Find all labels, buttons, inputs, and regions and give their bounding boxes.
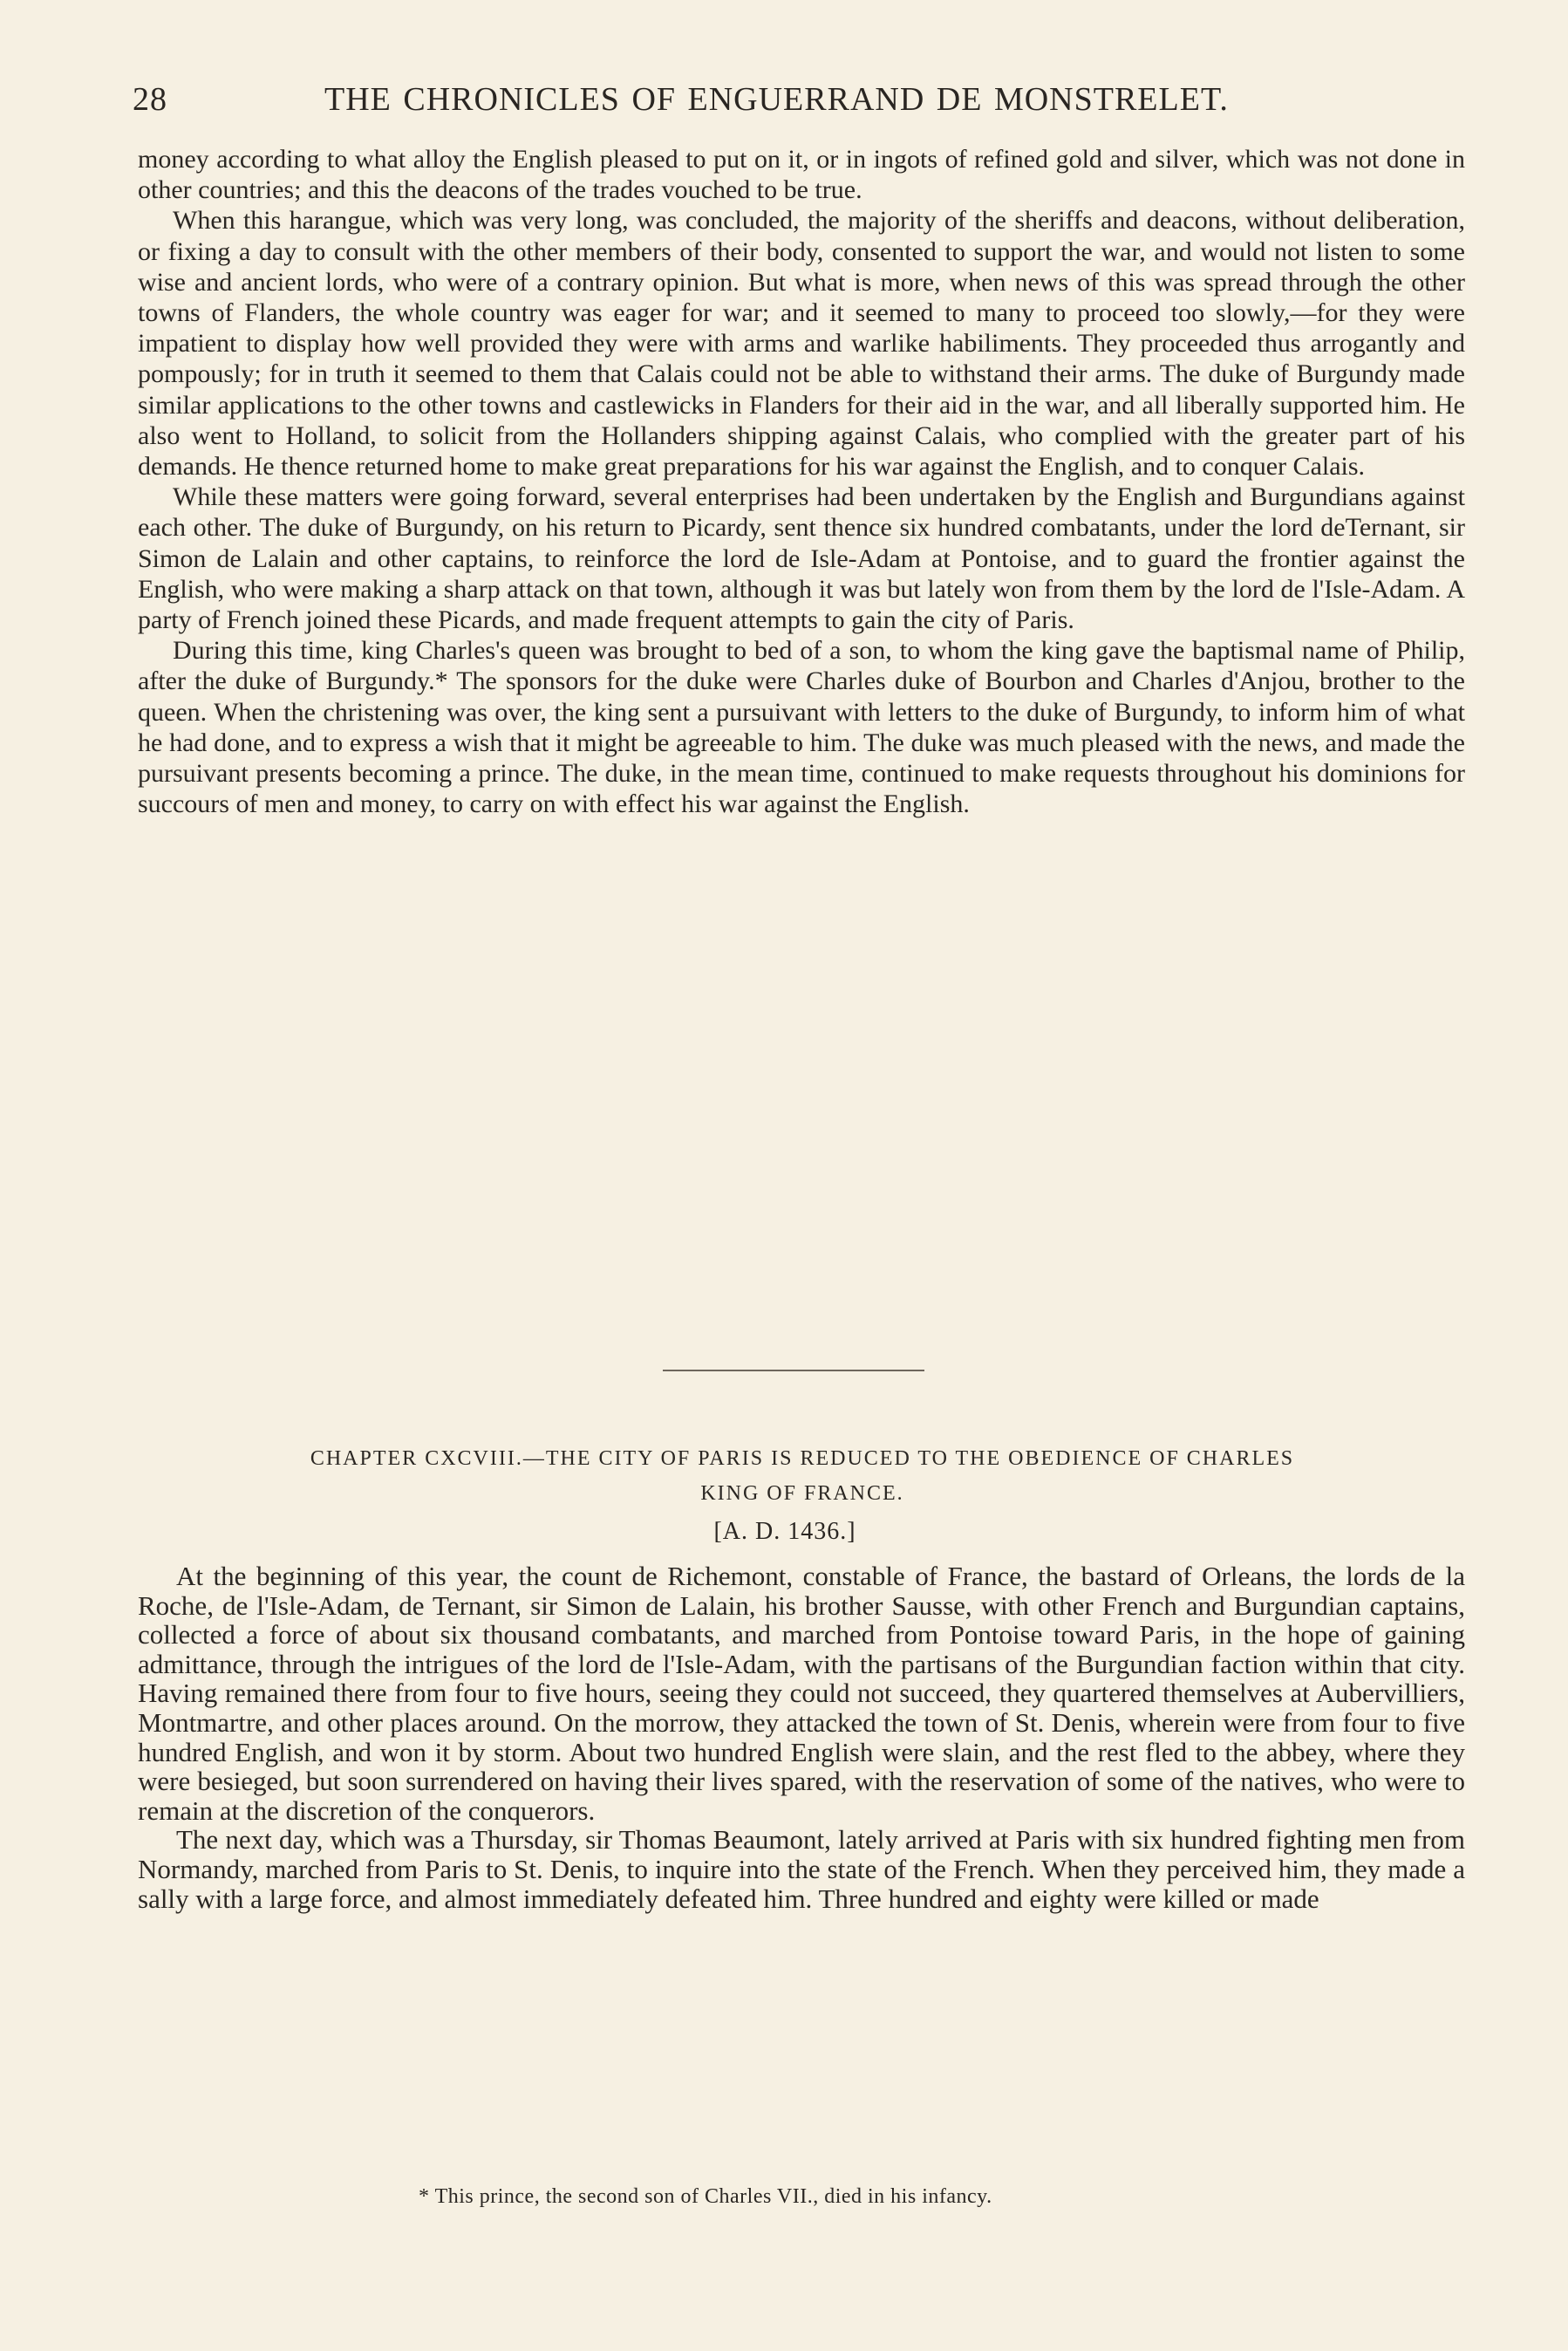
paragraph: At the beginning of this year, the count de Richemont, constable of France, the bastard of Orleans, the lords de la Roche, de l'Isle-Adam, de Ternant, sir Simon de Lalain, his brother Sausse, with other French and Burgundian captains, collected a force of about six thousand combatants, and marched from Pontoise toward Paris, in the hope of gaining admittance, through the intrigues of the lord de l'Isle-Adam, with the partisans of the Burgundian faction within that city. Having remained there from four to five hours, seeing they could not succeed, they quartered themselves at Aubervilliers, Montmartre, and other places around. On the morrow, they attacked the town of St. Denis, wherein were from four to five hundred English, and won it by storm. About two hundred English were slain, and the rest fled to the abbey, where they were besieged, but soon surrendered on having their lives spared, with the reservation of some of the natives, who were to remain at the discretion of the conquerors. <box>138 1561 1465 1826</box>
chapter-body <box>138 1562 1465 1913</box>
chapter-heading <box>174 1441 1430 1511</box>
chapter-heading-line2: KING OF FRANCE. <box>700 1482 904 1505</box>
section-divider <box>663 1370 924 1371</box>
paragraph: While these matters were going forward, several enterprises had been undertaken by the English and Burgundians against each other. The duke of Burgundy, on his return to Picardy, sent thence six hundred combatants, under the lord deTernant, sir Simon de Lalain and other captains, to reinforce the lord de Isle-Adam at Pontoise, and to guard the frontier against the English, who were making a sharp attack on that town, although it was but lately won from them by the lord de l'Isle-Adam. A party of French joined these Picards, and made frequent attempts to gain the city of Paris. <box>138 482 1465 635</box>
footnote: * This prince, the second son of Charles VII., died in his infancy. <box>419 2185 992 2208</box>
running-head <box>133 80 1476 124</box>
paragraph: When this harangue, which was very long, was concluded, the majority of the sheriffs and deacons, without deliberation, or fixing a day to consult with the other members of their body, consented to support the war, and would not listen to some wise and ancient lords, who were of a contrary opinion. But what is more, when news of this was spread through the other towns of Flanders, the whole country was eager for war; and it seemed to many to proceed too slowly,—for they were impatient to display how well provided they were with arms and warlike habiliments. They proceeded thus arrogantly and pompously; for in truth it seemed to them that Calais could not be able to withstand their arms. The duke of Burgundy made similar applications to the other towns and castlewicks in Flanders for their aid in the war, and all liberally supported him. He also went to Holland, to solicit from the Hollanders shipping against Calais, who complied with the greater part of his demands. He thence returned home to make great preparations for his war against the English, and to conquer Calais. <box>138 206 1465 482</box>
running-title: THE CHRONICLES OF ENGUERRAND DE MONSTRELET. <box>324 81 1229 118</box>
paragraph: The next day, which was a Thursday, sir Thomas Beaumont, lately arrived at Paris with six hundred fighting men from Normandy, marched from Paris to St. Denis, to inquire into the state of the French. When they perceived him, they made a sally with a large force, and almost immediately defeated him. Three hundred and eighty were killed or made <box>138 1824 1465 1914</box>
chapter-date: [A. D. 1436.] <box>713 1518 856 1545</box>
paragraph: money according to what alloy the English pleased to put on it, or in ingots of refined gold and silver, which was not done in other countries; and this the deacons of the trades vouched to be true. <box>138 145 1465 205</box>
section-body-continued <box>138 144 1465 819</box>
chapter-heading-line1: CHAPTER CXCVIII.—THE CITY OF PARIS IS REDUCED TO THE OBEDIENCE OF CHARLES <box>310 1447 1295 1470</box>
paragraph: During this time, king Charles's queen was brought to bed of a son, to whom the king gave the baptismal name of Philip, after the duke of Burgundy.* The sponsors for the duke were Charles duke of Bourbon and Charles d'Anjou, brother to the queen. When the christening was over, the king sent a pursuivant with letters to the duke of Burgundy, to inform him of what he had done, and to express a wish that it might be agreeable to him. The duke was much pleased with the news, and made the pursuivant presents becoming a prince. The duke, in the mean time, continued to make requests throughout his dominions for succours of men and money, to carry on with effect his war against the English. <box>138 636 1465 819</box>
page-number: 28 <box>133 81 167 118</box>
